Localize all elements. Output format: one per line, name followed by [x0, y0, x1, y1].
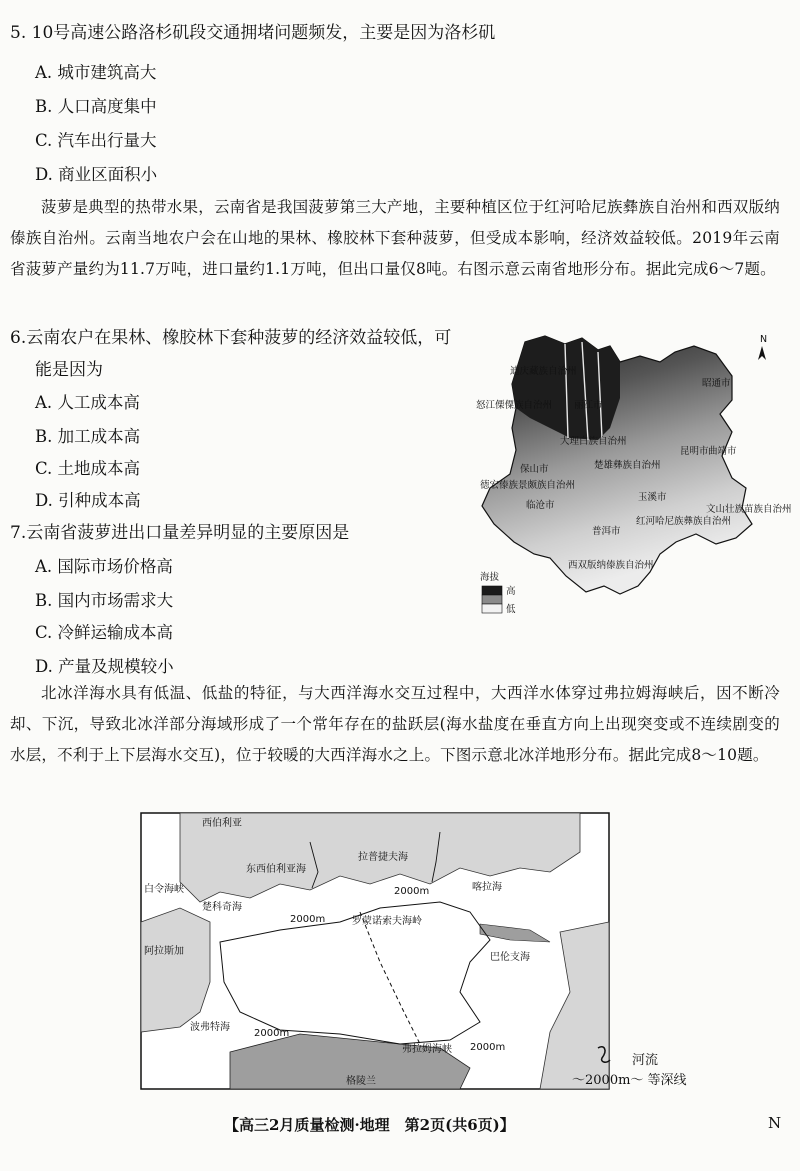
- label-chukchi-sea: 楚科奇海: [202, 902, 242, 913]
- q7-option-a: A. 国际市场价格高: [35, 557, 173, 576]
- q5-option-b: B. 人口高度集中: [35, 97, 157, 116]
- label-alaska: 阿拉斯加: [144, 946, 184, 957]
- label-honghe: 红河哈尼族彝族自治州: [636, 516, 732, 527]
- label-fram-strait: 弗拉姆海峡: [402, 1044, 452, 1055]
- q7-option-d: D. 产量及规模较小: [35, 657, 174, 676]
- label-lincang: 临沧市: [526, 500, 555, 511]
- label-greenland: 格陵兰: [346, 1076, 376, 1087]
- label-nujiang: 怒江傈僳族自治州: [476, 400, 553, 411]
- label-chuxiong: 楚雄彝族自治州: [594, 460, 661, 471]
- q5-stem: 5. 10号高速公路洛杉矶段交通拥堵问题频发，主要是因为洛杉矶: [10, 23, 496, 43]
- label-lomonosov-ridge: 罗蒙诺索夫海岭: [352, 916, 422, 927]
- page-footer: 【高三2月质量检测·地理 第2页(共6页)】: [224, 1116, 515, 1134]
- q6-stem-line1: 6.云南农户在果林、橡胶林下套种菠萝的经济效益较低，可: [10, 328, 452, 348]
- q5-option-a: A. 城市建筑高大: [35, 63, 157, 82]
- page-mark: N: [768, 1114, 782, 1132]
- label-east-siberian-sea: 东西伯利亚海: [246, 864, 306, 875]
- q7-option-b: B. 国内市场需求大: [35, 591, 174, 610]
- label-puer: 普洱市: [592, 526, 621, 537]
- label-barents-sea: 巴伦支海: [490, 952, 530, 963]
- label-baoshan: 保山市: [520, 464, 549, 475]
- q5-option-d: D. 商业区面积小: [35, 165, 158, 184]
- arctic-ocean-map: [140, 812, 610, 1090]
- svg-text:N: N: [760, 334, 768, 345]
- label-dali: 大理白族自治州: [560, 436, 627, 447]
- label-diqing: 迪庆藏族自治州: [510, 366, 577, 377]
- label-lijiang: 丽江市: [574, 400, 603, 411]
- svg-text:低: 低: [506, 604, 516, 615]
- elevation-legend: [480, 571, 516, 615]
- passage-arctic: 北冰洋海水具有低温、低盐的特征，与大西洋海水交互过程中，大西洋水体穿过弗拉姆海峡后，因不断冷却、下沉，导致北冰洋部分海域形成了一个常年存在的盐跃层(海水盐度在垂直方向上出现突变或不连续剧变的水层，不利于上下层海水交互)，位于较暖的大西洋海水之上。下图示意北冰洋地形分布。据此完成8～10题。: [10, 684, 780, 764]
- label-dehong: 德宏傣族景颇族自治州: [480, 480, 576, 491]
- depth-label-4: 2000m: [470, 1042, 506, 1053]
- river-legend-icon: [598, 1047, 610, 1062]
- q5-option-c: C. 汽车出行量大: [35, 131, 157, 150]
- legend-river-label: 河流: [632, 1053, 659, 1068]
- q6-option-a: A. 人工成本高: [35, 393, 140, 412]
- north-arrow: [758, 334, 767, 360]
- q6-option-c: C. 土地成本高: [35, 459, 141, 478]
- label-xishuangbanna: 西双版纳傣族自治州: [568, 560, 654, 571]
- q6-option-b: B. 加工成本高: [35, 427, 141, 446]
- label-kara-sea: 喀拉海: [472, 882, 502, 893]
- depth-label-3: 2000m: [254, 1028, 290, 1039]
- svg-text:高: 高: [506, 586, 516, 597]
- passage-pineapple: 菠萝是典型的热带水果，云南省是我国菠萝第三大产地，主要种植区位于红河哈尼族彝族自治州和西双版纳傣族自治州。云南当地农户会在山地的果林、橡胶林下套种菠萝，但受成本影响，经济效益较低。2019年云南省菠萝产量约为11.7万吨，进口量约1.1万吨，但出口量仅8吨。右图示意云南省地形分布。据此完成6～7题。: [10, 198, 780, 278]
- label-laptev-sea: 拉普捷夫海: [358, 852, 408, 863]
- q6-stem-line2: 能是因为: [35, 360, 103, 380]
- legend-isobath-label: ～2000m～ 等深线: [572, 1073, 687, 1088]
- label-zhaotong: 昭通市: [702, 378, 731, 389]
- q6-option-d: D. 引种成本高: [35, 491, 141, 510]
- label-kunming: 昆明市: [680, 446, 709, 457]
- label-yuxi: 玉溪市: [638, 492, 667, 503]
- depth-label-1: 2000m: [290, 914, 326, 925]
- q7-stem: 7.云南省菠萝进出口量差异明显的主要原因是: [10, 523, 350, 543]
- label-qujing: 曲靖市: [708, 446, 737, 457]
- depth-label-2: 2000m: [394, 886, 430, 897]
- q7-option-c: C. 冷鲜运输成本高: [35, 623, 174, 642]
- label-wenshan: 文山壮族苗族自治州: [706, 504, 792, 515]
- label-beaufort-sea: 波弗特海: [190, 1022, 230, 1033]
- label-siberia: 西伯利亚: [202, 818, 242, 829]
- yunnan-terrain-map: [470, 328, 792, 628]
- svg-text:海拔: 海拔: [480, 572, 500, 583]
- label-bering-strait: 白令海峡: [144, 884, 184, 895]
